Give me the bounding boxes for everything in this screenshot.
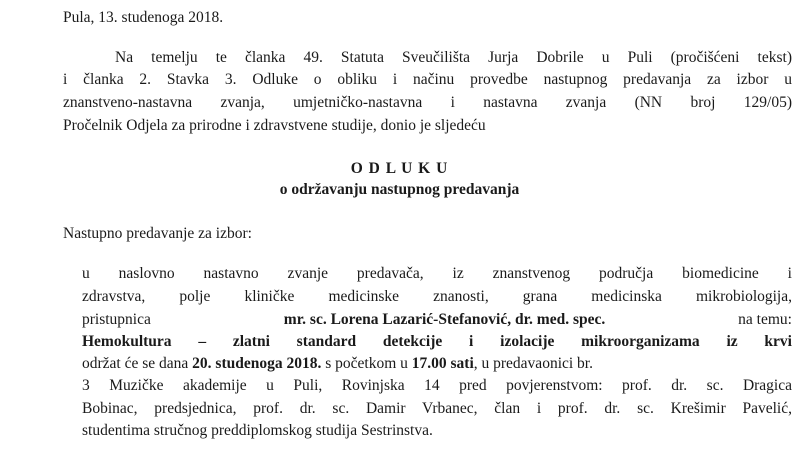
body-line-1: u naslovno nastavno zvanje predavača, iz znanstvenog područja biomedicine i [82, 265, 792, 282]
preamble-line-3: znanstveno-nastavna zvanja, umjetničko-nastavna i nastavna zvanja (NN broj 129/05) [63, 94, 792, 111]
lecture-time: 17.00 sati [411, 355, 474, 372]
body-line-5 [82, 354, 593, 374]
preamble-line-1: Na temelju te članka 49. Statuta Sveučilišta Jurja Dobrile u Puli (pročišćeni tekst) [115, 49, 792, 66]
candidate-label: pristupnica [82, 311, 151, 328]
place-date: Pula, 13. studenoga 2018. [63, 9, 224, 26]
time-prefix: s početkom u [321, 355, 412, 372]
decision-subtitle: o održavanju nastupnog predavanja [279, 181, 520, 198]
body-line-2: zdravstva, polje kliničke medicinske znanosti, grana medicinska mikrobiologija, [82, 288, 792, 305]
body-line-8: studentima stručnog preddiplomskog studija Sestrinstva. [82, 422, 433, 439]
decision-title: O D L U K U [350, 160, 449, 177]
room-prefix: , u predavaonici br. [473, 355, 593, 372]
date-prefix: održat će se dana [82, 355, 193, 372]
lecture-date: 20. studenoga 2018. [192, 355, 322, 372]
preamble-line-2: i članka 2. Stavka 3. Odluke o obliku i načinu provedbe nastupnog predavanja za izbor u [63, 71, 792, 88]
body-line-7: Bobinac, predsjednica, prof. dr. sc. Damir Vrbanec, član i prof. dr. sc. Krešimir Pavelić, [82, 400, 792, 417]
topic-label: na temu: [738, 311, 792, 328]
preamble-line-4: Pročelnik Odjela za prirodne i zdravstvene studije, donio je sljedeću [63, 117, 486, 134]
intro-text: Nastupno predavanje za izbor: [63, 225, 252, 242]
body-line-3 [82, 310, 792, 330]
body-line-6: 3 Muzičke akademije u Puli, Rovinjska 14 pred povjerenstvom: prof. dr. sc. Dragica [82, 377, 792, 394]
lecture-topic: Hemokultura – zlatni standard detekcije i izolacije mikroorganizama iz krvi [82, 333, 792, 350]
candidate-name: mr. sc. Lorena Lazarić-Stefanović, dr. med. spec. [283, 311, 606, 328]
